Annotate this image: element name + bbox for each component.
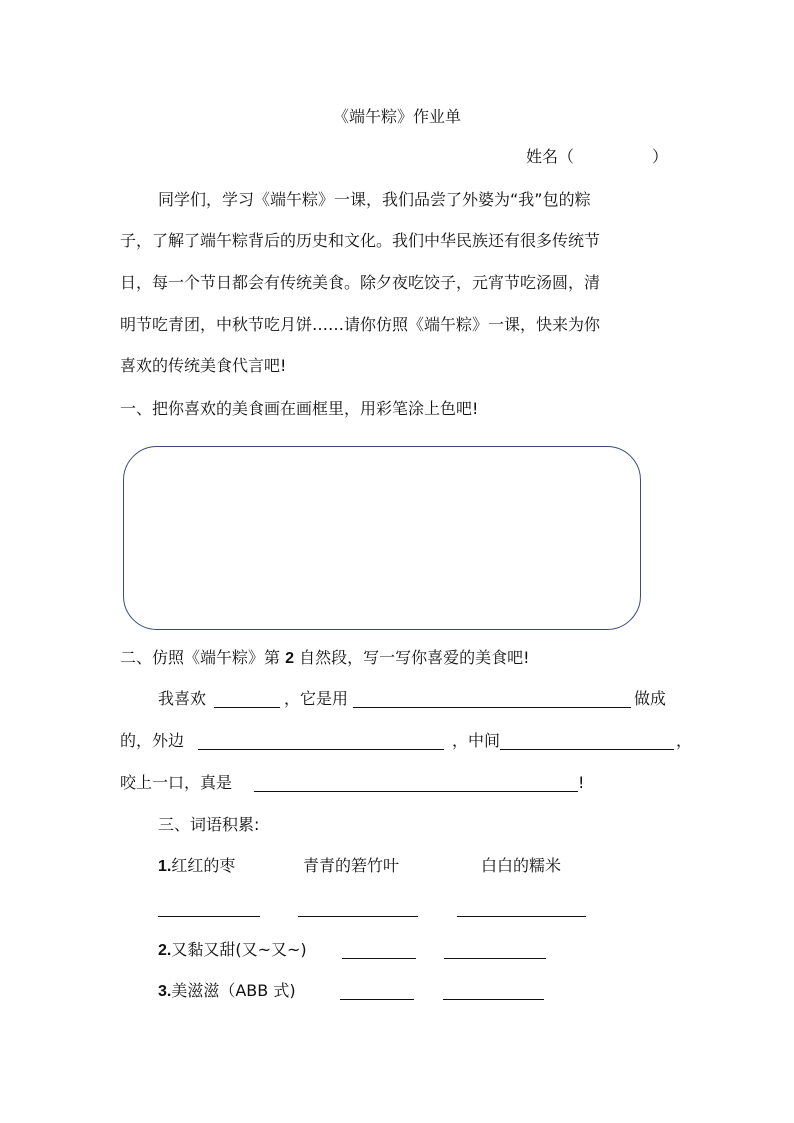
blank-word-2[interactable] — [298, 916, 418, 917]
drawing-frame[interactable] — [123, 446, 641, 630]
blank-item-2-b[interactable] — [444, 958, 546, 959]
fill-line-2-b: ，中间 — [452, 731, 501, 750]
section-2-heading — [120, 650, 530, 667]
fill-line-3-b: ! — [578, 773, 585, 792]
blank-favorite-food[interactable] — [214, 707, 280, 708]
fill-line-2-c: ， — [676, 731, 693, 750]
fill-line-1-b: ，它是用 — [284, 689, 349, 708]
name-label: 姓名（ — [526, 147, 575, 166]
section-3-heading: 三、词语积累: — [158, 815, 260, 834]
intro-line-2: 子，了解了端午粽背后的历史和文化。我们中华民族还有很多传统节 — [120, 231, 601, 250]
fill-line-1-a: 我喜欢 — [158, 689, 207, 708]
item-3-number: 3. — [158, 983, 172, 1000]
item-2-text: 又黏又甜(又~又~) — [171, 940, 307, 959]
section-2-suffix: 自然段，写一写你喜爱的美食吧! — [299, 648, 530, 667]
item-3-text: 美滋滋（ABB 式) — [171, 981, 296, 1000]
blank-word-1[interactable] — [158, 916, 260, 917]
blank-item-2-a[interactable] — [342, 958, 416, 959]
blank-outside[interactable] — [198, 749, 444, 750]
fill-line-1-c: 做成 — [634, 689, 667, 708]
intro-line-5: 喜欢的传统美食代言吧! — [120, 356, 287, 375]
word-item-3 — [158, 983, 296, 1000]
blank-item-3-b[interactable] — [443, 999, 544, 1000]
word-item-1 — [158, 858, 235, 875]
word-white-rice: 白白的糯米 — [481, 856, 562, 875]
page-title: 《端午粽》作业单 — [332, 107, 461, 126]
section-2-prefix: 二、仿照《端午粽》第 — [120, 648, 281, 667]
blank-item-3-a[interactable] — [340, 999, 414, 1000]
blank-inside[interactable] — [500, 749, 674, 750]
word-green-leaves: 青青的箬竹叶 — [303, 856, 400, 875]
fill-line-3-a: 咬上一口，真是 — [120, 773, 233, 792]
item-1-number: 1. — [158, 858, 172, 875]
blank-word-3[interactable] — [457, 916, 586, 917]
intro-line-1: 同学们，学习《端午粽》一课，我们品尝了外婆为“我”包的粽 — [158, 190, 591, 209]
item-2-number: 2. — [158, 942, 172, 959]
intro-line-3: 日，每一个节日都会有传统美食。除夕夜吃饺子，元宵节吃汤圆，清 — [120, 273, 601, 292]
section-2-number: 2 — [285, 650, 295, 667]
word-item-2 — [158, 942, 307, 959]
fill-line-2-a: 的，外边 — [120, 731, 185, 750]
name-close-paren: ） — [652, 147, 669, 166]
section-1-heading: 一、把你喜欢的美食画在画框里，用彩笔涂上色吧! — [120, 399, 479, 418]
blank-made-of[interactable] — [353, 707, 631, 708]
blank-taste[interactable] — [254, 791, 578, 792]
intro-line-4: 明节吃青团，中秋节吃月饼……请你仿照《端午粽》一课，快来为你 — [120, 315, 601, 334]
name-field[interactable] — [526, 149, 668, 165]
word-red-dates: 红红的枣 — [171, 856, 236, 875]
